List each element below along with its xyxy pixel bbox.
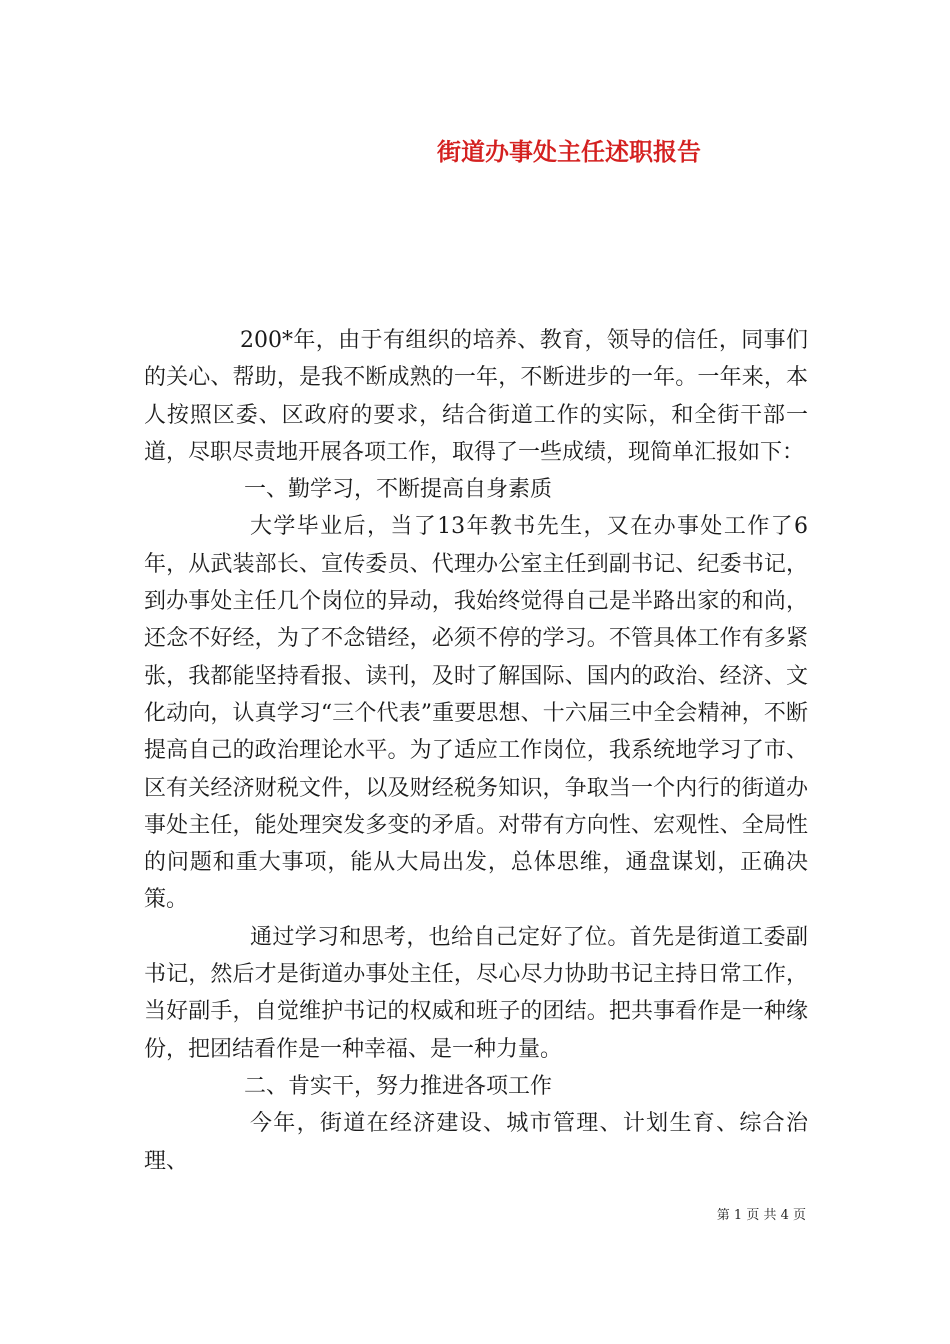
- section-heading-1: 一、勤学习，不断提高自身素质: [244, 477, 553, 503]
- document-title: 街道办事处主任述职报告: [437, 137, 701, 166]
- paragraph-work: 今年，街道在经济建设、城市管理、计划生育、综合治理、: [144, 1111, 808, 1174]
- section-heading-2: 二、肯实干，努力推进各项工作: [244, 1073, 553, 1099]
- paragraph-intro: 200*年，由于有组织的培养、教育，领导的信任，同事们的关心、帮助，是我不断成熟的一年，不断进步的一年。一年来，本人按照区委、区政府的要求，结合街道工作的实际，和全街干部一道，尽职尽责地开展各项工作，取得了一些成绩，现简单汇报如下：: [144, 328, 808, 465]
- paragraph-study: 大学毕业后，当了13年教书先生，又在办事处工作了6年，从武装部长、宣传委员、代理办公室主任到副书记、纪委书记，到办事处主任几个岗位的异动，我始终觉得自己是半路出家的和尚，还念不好经，为了不念错经，必须不停的学习。不管具体工作有多紧张，我都能坚持看报、读刊，及时了解国际、国内的政治、经济、文化动向，认真学习“三个代表”重要思想、十六届三中全会精神，不断提高自己的政治理论水平。为了适应工作岗位，我系统地学习了市、区有关经济财税文件，以及财经税务知识，争取当一个内行的街道办事处主任，能处理突发多变的矛盾。对带有方向性、宏观性、全局性的问题和重大事项，能从大局出发，总体思维，通盘谋划，正确决策。: [144, 514, 808, 913]
- document-body: [144, 322, 808, 1180]
- page-footer: 第 1 页 共 4 页: [716, 1208, 806, 1223]
- paragraph-positioning: 通过学习和思考，也给自己定好了位。首先是街道工委副书记，然后才是街道办事处主任，尽心尽力协助书记主持日常工作，当好副手，自觉维护书记的权威和班子的团结。把共事看作是一种缘份，把团结看作是一种幸福、是一种力量。: [144, 924, 808, 1062]
